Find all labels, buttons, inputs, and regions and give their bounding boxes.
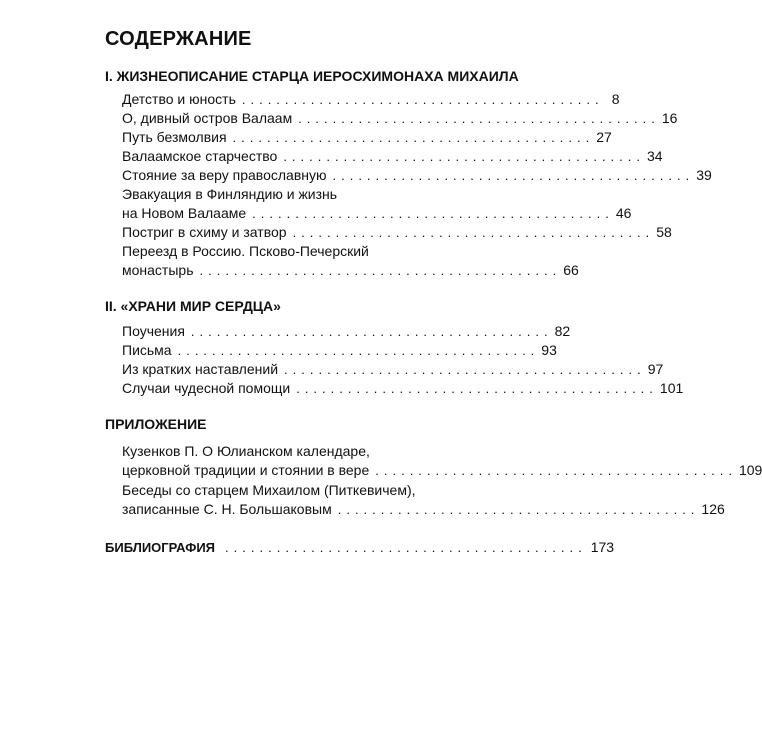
page-number: 8 (611, 91, 620, 107)
entry-title: Валаамское старчество (122, 148, 278, 164)
leader-dots: .......................................... (337, 502, 700, 517)
leader-dots: .......................................... (298, 111, 660, 126)
page-number: 109 (738, 462, 762, 478)
leader-dots: .......................................... (190, 324, 553, 339)
entry-title-line: Беседы со старцем Михаилом (Питкевичем), (122, 482, 416, 498)
leader-dots: .......................................... (177, 343, 540, 358)
page-number: 27 (596, 129, 612, 145)
entry-title: монастырь (122, 262, 194, 278)
entry-title: Из кратких наставлений (122, 361, 279, 377)
leader-dots: .......................................... (332, 168, 695, 183)
toc-entry[interactable] (122, 147, 663, 166)
bibliography-entry[interactable] (105, 539, 615, 555)
entry-title: на Новом Валааме (122, 205, 247, 221)
page-number: 39 (696, 167, 712, 183)
section-title: II. «ХРАНИ МИР СЕРДЦА» (105, 298, 281, 314)
page-number: 34 (647, 148, 663, 164)
entry-title: Детство и юность (122, 91, 236, 107)
entry-title: Случаи чудесной помощи (122, 380, 291, 396)
leader-dots: .......................................... (283, 149, 646, 164)
leader-dots: .......................................... (284, 362, 646, 377)
page-title: СОДЕРЖАНИЕ (105, 28, 252, 50)
entry-title-line: Переезд в Россию. Псково-Печерский (122, 243, 369, 259)
entry-title: Поучения (122, 323, 185, 339)
leader-dots: .......................................... (225, 540, 587, 555)
toc-entry[interactable] (122, 322, 571, 341)
page-number: 58 (656, 224, 672, 240)
toc-entry[interactable] (122, 442, 762, 480)
leader-dots: .......................................... (241, 92, 604, 107)
section-title: I. ЖИЗНЕОПИСАНИЕ СТАРЦА ИЕРОСХИМОНАХА МИХАИЛА (105, 68, 519, 84)
toc-entry[interactable] (122, 242, 579, 280)
leader-dots: .......................................... (232, 130, 595, 145)
entry-title: Письма (122, 342, 172, 358)
page-number: 173 (590, 539, 615, 555)
toc-entry[interactable] (122, 90, 620, 109)
page-number: 82 (554, 323, 571, 339)
toc-entry[interactable] (122, 360, 664, 379)
page-number: 93 (541, 342, 557, 358)
entry-title: Стояние за веру православную (122, 167, 327, 183)
entry-title: записанные С. Н. Большаковым (122, 501, 332, 517)
leader-dots: .......................................... (292, 225, 655, 240)
toc-entry[interactable] (122, 341, 557, 360)
leader-dots: .......................................... (199, 263, 562, 278)
toc-entry[interactable] (122, 166, 712, 185)
toc-entry[interactable] (122, 379, 684, 398)
entry-title-line: Кузенков П. О Юлианском календаре, (122, 443, 370, 459)
page-number: 126 (701, 501, 725, 517)
leader-dots: .......................................... (296, 381, 658, 396)
bibliography-label: БИБЛИОГРАФИЯ (105, 540, 216, 555)
entry-title: Путь безмолвия (122, 129, 227, 145)
page-number: 101 (659, 380, 684, 396)
page-number: 46 (615, 205, 632, 221)
toc-entry[interactable] (122, 109, 678, 128)
page-number: 66 (563, 262, 579, 278)
entry-title: церковной традиции и стоянии в вере (122, 462, 370, 478)
section-title: ПРИЛОЖЕНИЕ (105, 416, 207, 432)
page-number: 97 (647, 361, 664, 377)
toc-entry[interactable] (122, 481, 725, 519)
entry-title: Постриг в схиму и затвор (122, 224, 287, 240)
toc-entry[interactable] (122, 185, 632, 223)
toc-entry[interactable] (122, 128, 612, 147)
leader-dots: .......................................... (375, 463, 737, 478)
entry-title-line: Эвакуация в Финляндию и жизнь (122, 186, 338, 202)
page-number: 16 (661, 110, 678, 126)
entry-title: О, дивный остров Валаам (122, 110, 293, 126)
leader-dots: .......................................... (252, 206, 614, 221)
toc-entry[interactable] (122, 223, 672, 242)
